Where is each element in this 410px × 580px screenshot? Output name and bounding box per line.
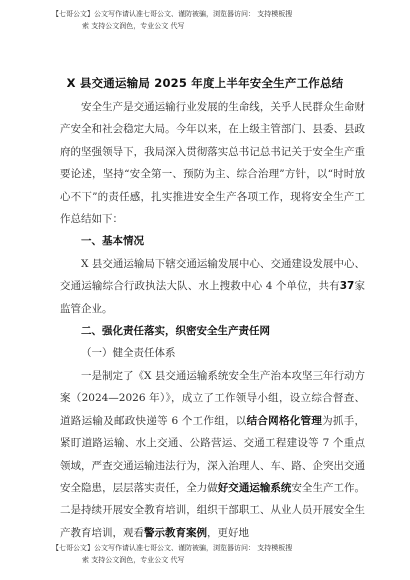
keyword-warning-cases: 警示教育案例 [144, 526, 207, 539]
para-text-a: 一是制定了《X 县交通运输系统安全生产治本攻坚三年行动方案（2024—2026 年）》，成立了工作领导小组，设立综合督查、道路运输及邮政快递等 6 个工作组，以 [60, 369, 365, 427]
header-banner [52, 8, 372, 32]
document-body [60, 96, 365, 544]
header-line-1: 【七哥公文】公文写作请认准七哥公文、谨防被骗，浏览器访问： 支持模板搜 [52, 10, 293, 18]
document-title: X 县交通运输局 2025 年度上半年安全生产工作总结 [66, 76, 344, 90]
section-1-text-a: X 县交通运输局下辖交通运输发展中心、交通建设发展中心、交通运输综合行政执法大队、水上搜救中心 4 个单位，共有 [60, 257, 365, 293]
para-text-d: ，更好地 [207, 526, 249, 539]
intro-paragraph: 安全生产是交通运输行业发展的生命线，关乎人民群众生命财产安全和社会稳定大局。今年以来，在上级主管部门、县委、县政府的坚强领导下，我局深入贯彻落实总书记总书记关于安全生产重要论述，坚持“安全第一、预防为主、综合治理”方针，以“时时放心不下”的责任感，扎实推进安全生产各项工作，现将安全生产工作总结如下： [60, 101, 365, 226]
section-1-text-b: 家监管企业。 [60, 280, 366, 315]
para-text-c: 安全生产工作。二是持续开展安全教育培训，组织干部职工、从业人员开展安全生产教育培训，观看 [60, 481, 366, 539]
subsection-1-heading: （一）健全责任体系 [81, 347, 176, 360]
enterprise-count: 37 [339, 280, 355, 293]
section-2-heading: 二、强化责任落实，织密安全生产责任网 [81, 325, 270, 338]
footer-line-2: 索 支持公文润色，专业公文 代写 [82, 556, 185, 564]
header-line-2: 索 支持公文润色，专业公文 代写 [82, 22, 185, 30]
responsibility-paragraph [60, 365, 365, 544]
section-1-paragraph [60, 253, 365, 320]
keyword-transport-system: 好交通运输系统 [217, 481, 292, 494]
keyword-grid-management: 结合网格化管理 [246, 414, 323, 427]
footer-line-1: 【七哥公文】公文写作请认准七哥公文、谨防被骗，浏览器访问： 支持模板搜 [52, 544, 293, 552]
para-text-b: 为抓手，紧盯道路运输、水上交通、公路营运、交通工程建设等 7 个重点领域，严查交通运输违法行为，深入治理人、车、路、企突出交通安全隐患，层层落实责任，全力做 [60, 414, 366, 494]
section-1-heading: 一、基本情况 [81, 235, 144, 248]
footer-banner [52, 542, 372, 566]
